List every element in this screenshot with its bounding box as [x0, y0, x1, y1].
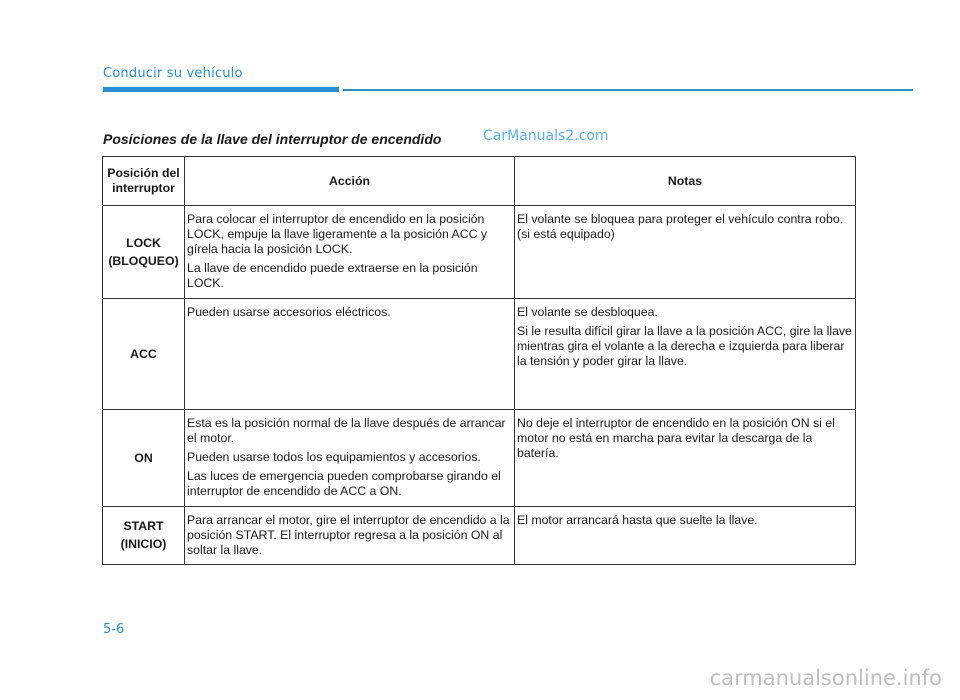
table-row-on	[103, 410, 856, 507]
header-rule-thick	[103, 87, 339, 92]
notes-cell	[515, 206, 856, 299]
watermark-bottom: carmanualsonline.info	[709, 666, 942, 690]
table-header-row	[103, 157, 856, 206]
section-header: Conducir su vehículo	[103, 66, 243, 81]
position-cell	[103, 410, 185, 507]
notes-text: No deje el interruptor de encendido en la posición ON si el motor no está en marcha para evitar la descarga de la batería.	[517, 416, 835, 460]
action-cell	[185, 507, 515, 565]
position-label: ON	[134, 450, 153, 465]
action-text: Las luces de emergencia pueden comprobarse girando el interruptor de encendido de ACC a ON.	[187, 469, 501, 498]
position-cell	[103, 299, 185, 410]
action-cell	[185, 206, 515, 299]
notes-text: El volante se desbloquea.	[517, 305, 658, 319]
page-number: 5-6	[103, 622, 125, 637]
table-row-lock	[103, 206, 856, 299]
section-title: Posiciones de la llave del interruptor de encendido	[103, 131, 442, 147]
notes-cell	[515, 507, 856, 565]
action-text: Pueden usarse todos los equipamientos y accesorios.	[187, 450, 481, 464]
notes-text: Si le resulta difícil girar la llave a la posición ACC, gire la llave mientras gira el volante a la derecha e izquierda para liberar la tensión y poder girar la llave.	[517, 324, 852, 368]
column-header-notes: Notas	[515, 157, 856, 206]
table-row-acc	[103, 299, 856, 410]
action-text: Esta es la posición normal de la llave después de arrancar el motor.	[187, 416, 506, 445]
position-label-translation: (BLOQUEO)	[108, 253, 179, 268]
position-label: LOCK	[126, 235, 161, 250]
notes-cell	[515, 410, 856, 507]
column-header-position: Posición del interruptor	[103, 157, 185, 206]
notes-text: El volante se bloquea para proteger el vehículo contra robo. (si está equipado)	[517, 212, 844, 241]
watermark-top: CarManuals2.com	[483, 128, 609, 144]
position-cell	[103, 206, 185, 299]
ignition-positions-table	[102, 156, 856, 565]
column-header-action: Acción	[185, 157, 515, 206]
action-text: La llave de encendido puede extraerse en la posición LOCK.	[187, 261, 478, 290]
table-row-start	[103, 507, 856, 565]
position-cell	[103, 507, 185, 565]
action-text: Para colocar el interruptor de encendido en la posición LOCK, empuje la llave ligeramente a la posición ACC y gírela hacia la posición LOCK.	[187, 212, 488, 256]
position-label-translation: (INICIO)	[120, 537, 167, 551]
notes-text: El motor arrancará hasta que suelte la llave.	[517, 513, 758, 527]
action-cell	[185, 299, 515, 410]
notes-cell	[515, 299, 856, 410]
action-cell	[185, 410, 515, 507]
header-rule-thin	[343, 89, 913, 91]
action-text: Pueden usarse accesorios eléctricos.	[187, 305, 391, 319]
position-label: ACC	[130, 346, 157, 361]
position-label: START	[123, 519, 164, 533]
action-text: Para arrancar el motor, gire el interruptor de encendido a la posición START. El interruptor regresa a la posición ON al soltar la llave.	[187, 513, 510, 557]
